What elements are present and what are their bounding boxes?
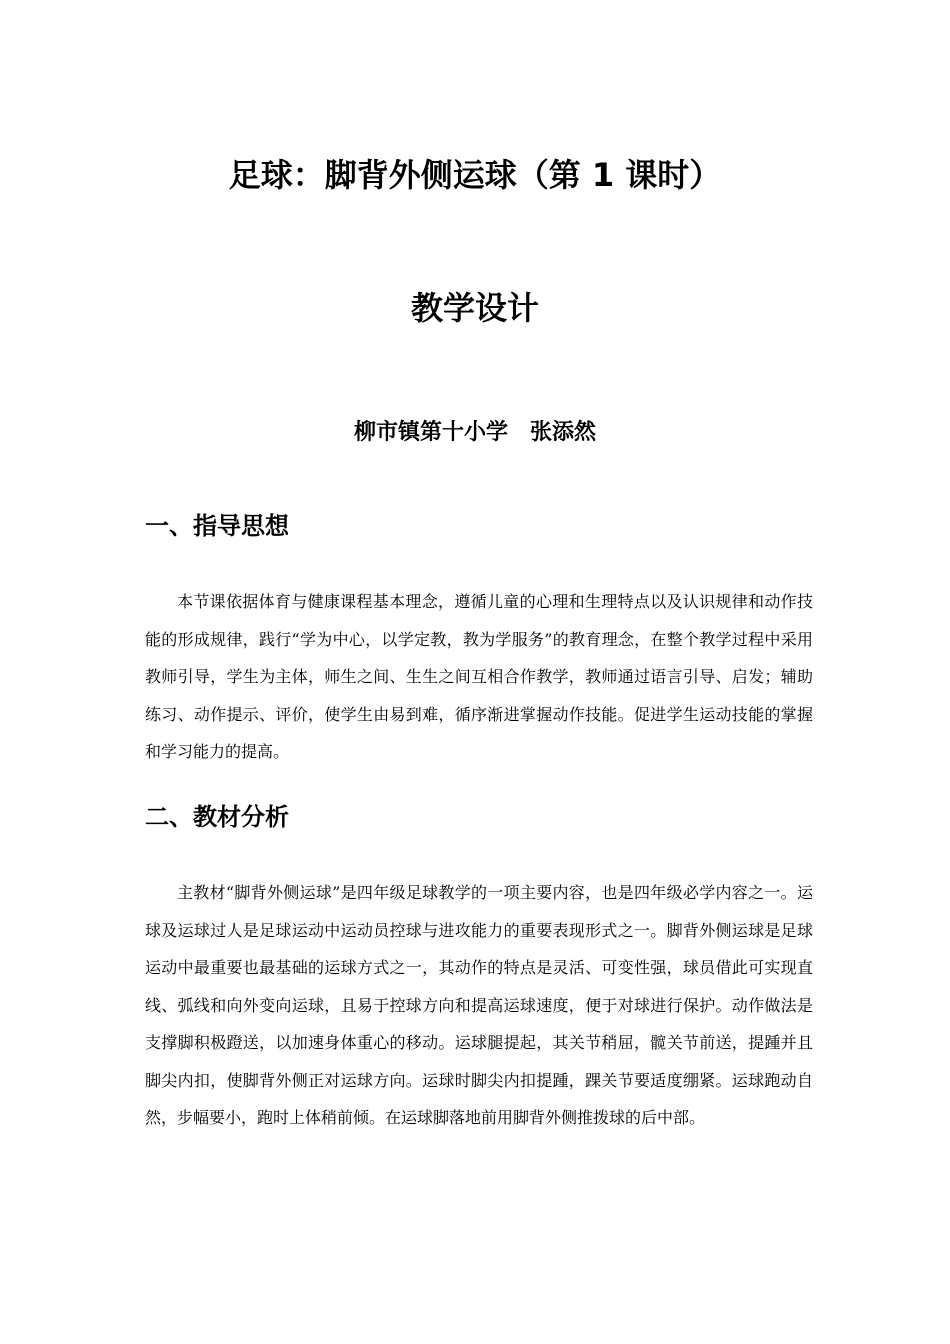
document-subtitle: 教学设计 [410, 289, 539, 327]
author-line [0, 418, 950, 448]
section-body-material-analysis: 主教材“脚背外侧运球”是四年级足球教学的一项主要内容，也是四年级必学内容之一。运球及运球过人是足球运动中运动员控球与进攻能力的重要表现形式之一。脚背外侧运球是足球运动中最重要也最基础的运球方式之一，其动作的特点是灵活、可变性强，球员借此可实现直线、弧线和向外变向运球，且易于控球方向和提高运球速度，便于对球进行保护。动作做法是支撑脚积极蹬送，以加速身体重心的移动。运球腿提起，其关节稍屈，髋关节前送，提踵并且脚尖内扣，使脚背外侧正对运球方向。运球时脚尖内扣提踵，踝关节要适度绷紧。运球跑动自然，步幅要小，跑时上体稍前倾。在运球脚落地前用脚背外侧推拨球的后中部。 [145, 883, 813, 1127]
section-body-guiding-ideology: 本节课依据体育与健康课程基本理念，遵循儿童的心理和生理特点以及认识规律和动作技能的形成规律，践行“学为中心，以学定教，教为学服务”的教育理念，在整个教学过程中采用教师引导，学生为主体，师生之间、生生之间互相合作教学，教师通过语言引导、启发；辅助练习、动作提示、评价，使学生由易到难，循序渐进掌握动作技能。促进学生运动技能的掌握和学习能力的提高。 [145, 592, 813, 761]
section-heading-material-analysis: 二、教材分析 [145, 803, 289, 831]
section-heading-guiding-ideology: 一、指导思想 [145, 512, 289, 540]
author-name: 张添然 [530, 420, 597, 445]
author-school: 柳市镇第十小学 [353, 420, 508, 445]
document-title: 足球：脚背外侧运球（第 1 课时） [228, 156, 722, 194]
